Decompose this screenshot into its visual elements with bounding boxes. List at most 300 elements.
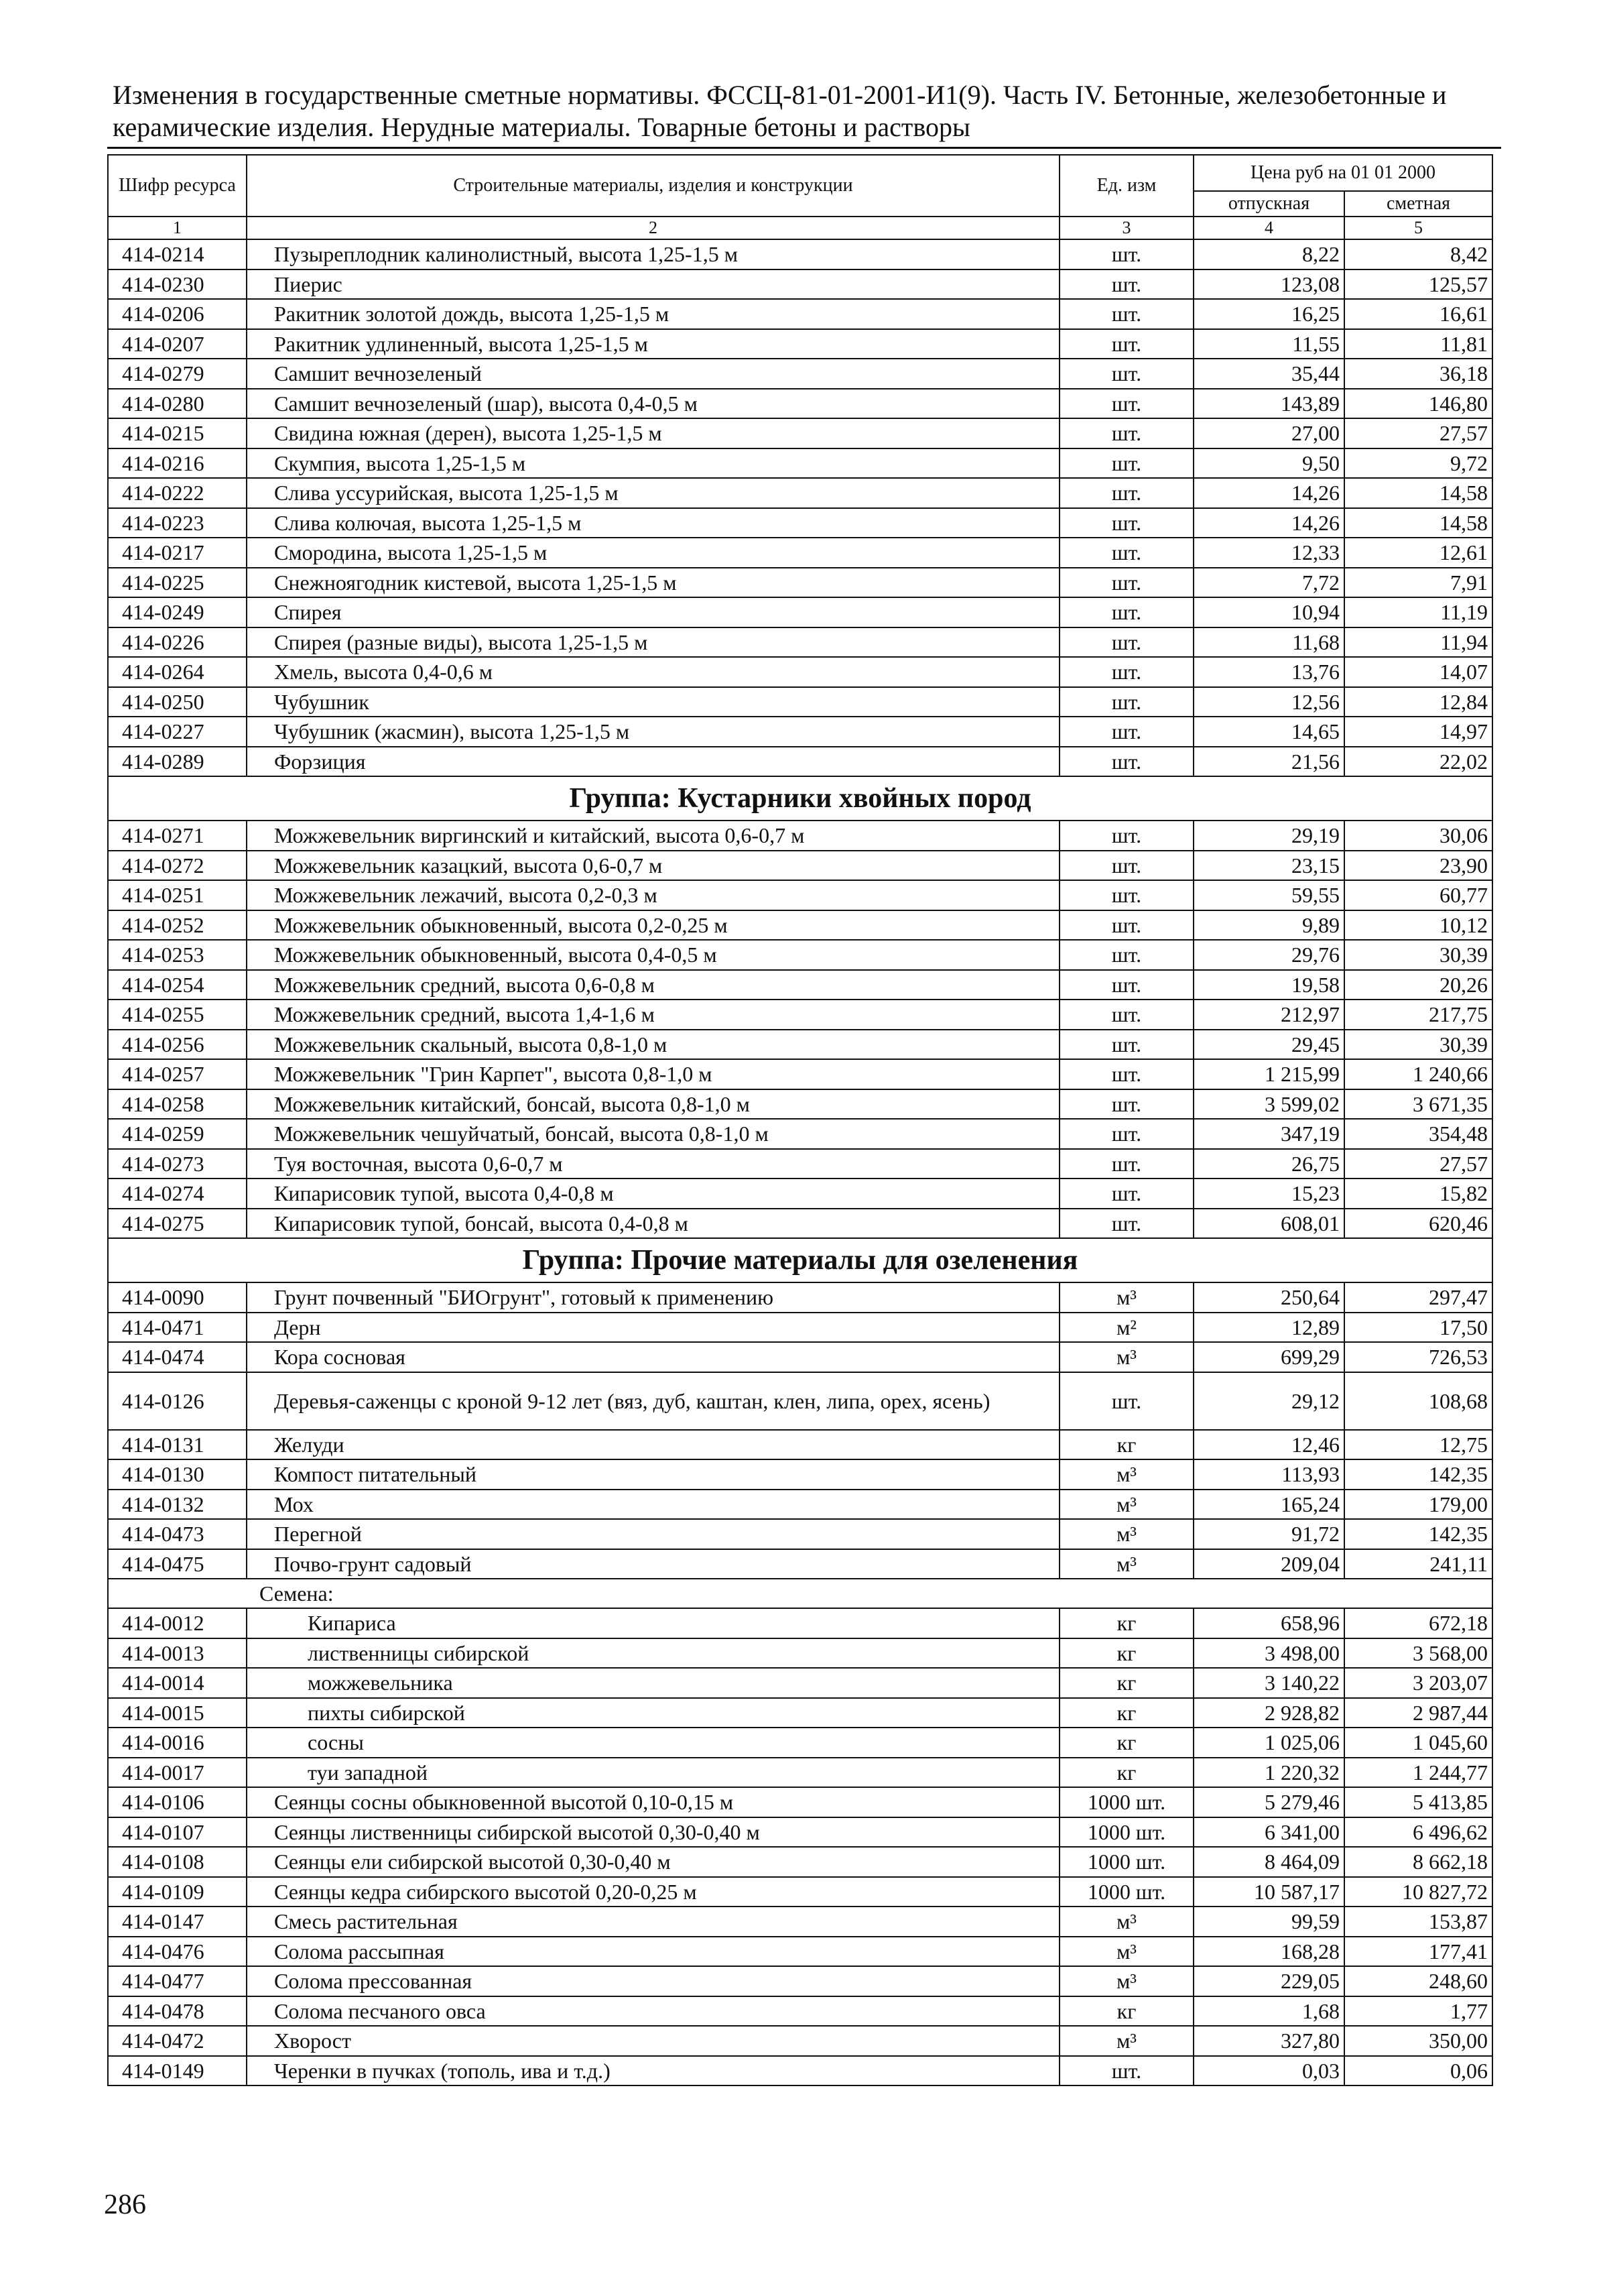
estimate-price: 179,00	[1344, 1490, 1492, 1520]
col-number: 5	[1344, 217, 1492, 239]
unit-of-measure: шт.	[1060, 717, 1194, 747]
unit-of-measure: шт.	[1060, 568, 1194, 598]
material-name: Можжевельник средний, высота 1,4-1,6 м	[247, 1000, 1060, 1030]
wholesale-price: 8,22	[1194, 239, 1344, 269]
resource-code: 414-0013	[108, 1638, 247, 1669]
wholesale-price: 5 279,46	[1194, 1787, 1344, 1817]
unit-of-measure: 1000 шт.	[1060, 1847, 1194, 1877]
resource-code: 414-0226	[108, 627, 247, 658]
resource-code: 414-0471	[108, 1313, 247, 1343]
wholesale-price: 3 140,22	[1194, 1668, 1344, 1698]
unit-of-measure: шт.	[1060, 538, 1194, 568]
resource-code: 414-0257	[108, 1059, 247, 1089]
unit-of-measure: шт.	[1060, 940, 1194, 970]
estimate-price: 11,19	[1344, 597, 1492, 627]
estimate-price: 354,48	[1344, 1119, 1492, 1149]
col-header-wholesale: отпускная	[1194, 191, 1344, 217]
table-row	[108, 851, 1492, 881]
subheading: Семена:	[108, 1579, 1492, 1608]
material-name: Слива колючая, высота 1,25-1,5 м	[247, 508, 1060, 538]
resource-code: 414-0206	[108, 299, 247, 329]
wholesale-price: 1 215,99	[1194, 1059, 1344, 1089]
wholesale-price: 14,26	[1194, 508, 1344, 538]
material-name: Сеянцы лиственницы сибирской высотой 0,30-0,40 м	[247, 1817, 1060, 1848]
unit-of-measure: кг	[1060, 1728, 1194, 1758]
table-row	[108, 359, 1492, 389]
resource-code: 414-0254	[108, 970, 247, 1000]
table-row	[108, 448, 1492, 479]
resource-code: 414-0012	[108, 1608, 247, 1638]
estimate-price: 248,60	[1344, 1966, 1492, 1996]
table-row	[108, 1847, 1492, 1877]
unit-of-measure: шт.	[1060, 657, 1194, 687]
wholesale-price: 10 587,17	[1194, 1877, 1344, 1907]
estimate-price: 11,81	[1344, 329, 1492, 359]
wholesale-price: 12,89	[1194, 1313, 1344, 1343]
material-name: Солома прессованная	[247, 1966, 1060, 1996]
group-heading-row	[108, 776, 1492, 821]
estimate-price: 11,94	[1344, 627, 1492, 658]
unit-of-measure: м³	[1060, 1490, 1194, 1520]
wholesale-price: 12,46	[1194, 1430, 1344, 1460]
wholesale-price: 3 599,02	[1194, 1089, 1344, 1120]
material-name: Перегной	[247, 1519, 1060, 1549]
table-row	[108, 687, 1492, 717]
wholesale-price: 6 341,00	[1194, 1817, 1344, 1848]
resource-code: 414-0225	[108, 568, 247, 598]
estimate-price: 3 568,00	[1344, 1638, 1492, 1669]
table-row	[108, 2026, 1492, 2056]
table-row	[108, 1149, 1492, 1179]
table-row	[108, 1030, 1492, 1060]
wholesale-price: 327,80	[1194, 2026, 1344, 2056]
table-row	[108, 269, 1492, 300]
material-name: Кипариса	[247, 1608, 1060, 1638]
estimate-price: 3 203,07	[1344, 1668, 1492, 1698]
header-line-2: керамические изделия. Нерудные материалы. Товарные бетоны и растворы	[113, 112, 970, 142]
unit-of-measure: кг	[1060, 1608, 1194, 1638]
unit-of-measure: кг	[1060, 1668, 1194, 1698]
table-row	[108, 418, 1492, 448]
material-name: Кора сосновая	[247, 1342, 1060, 1372]
estimate-price: 0,06	[1344, 2056, 1492, 2086]
estimate-price: 17,50	[1344, 1313, 1492, 1343]
resource-code: 414-0252	[108, 910, 247, 941]
table-row	[108, 1668, 1492, 1698]
material-name: Чубушник	[247, 687, 1060, 717]
table-row	[108, 1877, 1492, 1907]
estimate-price: 12,75	[1344, 1430, 1492, 1460]
resource-code: 414-0109	[108, 1877, 247, 1907]
wholesale-price: 11,55	[1194, 329, 1344, 359]
table-row	[108, 1937, 1492, 1967]
material-name: Кипарисовик тупой, высота 0,4-0,8 м	[247, 1179, 1060, 1209]
unit-of-measure: кг	[1060, 1758, 1194, 1788]
resource-code: 414-0256	[108, 1030, 247, 1060]
resource-code: 414-0271	[108, 821, 247, 851]
table-row	[108, 239, 1492, 269]
table-row	[108, 1996, 1492, 2027]
table-row	[108, 880, 1492, 910]
wholesale-price: 27,00	[1194, 418, 1344, 448]
estimate-price: 30,39	[1344, 1030, 1492, 1060]
unit-of-measure: шт.	[1060, 508, 1194, 538]
material-name: пихты сибирской	[247, 1698, 1060, 1728]
resource-code: 414-0274	[108, 1179, 247, 1209]
estimate-price: 10,12	[1344, 910, 1492, 941]
table-row	[108, 1209, 1492, 1239]
unit-of-measure: кг	[1060, 1638, 1194, 1669]
estimate-price: 22,02	[1344, 747, 1492, 777]
resource-code: 414-0475	[108, 1549, 247, 1579]
wholesale-price: 608,01	[1194, 1209, 1344, 1239]
estimate-price: 146,80	[1344, 389, 1492, 419]
wholesale-price: 12,56	[1194, 687, 1344, 717]
header-rule	[107, 147, 1501, 149]
unit-of-measure: шт.	[1060, 239, 1194, 269]
wholesale-price: 212,97	[1194, 1000, 1344, 1030]
unit-of-measure: шт.	[1060, 1372, 1194, 1430]
col-header-code: Шифр ресурса	[108, 155, 247, 217]
unit-of-measure: 1000 шт.	[1060, 1877, 1194, 1907]
wholesale-price: 10,94	[1194, 597, 1344, 627]
estimate-price: 5 413,85	[1344, 1787, 1492, 1817]
table-row	[108, 538, 1492, 568]
unit-of-measure: шт.	[1060, 2056, 1194, 2086]
unit-of-measure: шт.	[1060, 1209, 1194, 1239]
material-name: Грунт почвенный "БИОгрунт", готовый к применению	[247, 1282, 1060, 1313]
wholesale-price: 91,72	[1194, 1519, 1344, 1549]
unit-of-measure: шт.	[1060, 1059, 1194, 1089]
unit-of-measure: м³	[1060, 1519, 1194, 1549]
material-name: Желуди	[247, 1430, 1060, 1460]
estimate-price: 14,58	[1344, 478, 1492, 508]
table-row	[108, 1430, 1492, 1460]
page-number: 286	[104, 2189, 146, 2220]
unit-of-measure: шт.	[1060, 359, 1194, 389]
estimate-price: 20,26	[1344, 970, 1492, 1000]
table-row	[108, 1638, 1492, 1669]
estimate-price: 6 496,62	[1344, 1817, 1492, 1848]
resource-code: 414-0264	[108, 657, 247, 687]
table-header	[108, 155, 1492, 239]
estimate-price: 14,07	[1344, 657, 1492, 687]
table-row	[108, 1787, 1492, 1817]
estimate-price: 125,57	[1344, 269, 1492, 300]
resource-code: 414-0259	[108, 1119, 247, 1149]
table-row	[108, 970, 1492, 1000]
table-row	[108, 1519, 1492, 1549]
unit-of-measure: кг	[1060, 1698, 1194, 1728]
wholesale-price: 29,76	[1194, 940, 1344, 970]
unit-of-measure: м²	[1060, 1313, 1194, 1343]
material-name: Солома песчаного овса	[247, 1996, 1060, 2027]
table-row	[108, 657, 1492, 687]
estimate-price: 726,53	[1344, 1342, 1492, 1372]
resource-code: 414-0147	[108, 1907, 247, 1937]
wholesale-price: 99,59	[1194, 1907, 1344, 1937]
material-name: Деревья-саженцы с кроной 9-12 лет (вяз, дуб, каштан, клен, липа, орех, ясень)	[247, 1372, 1060, 1430]
resource-code: 414-0217	[108, 538, 247, 568]
resource-code: 414-0230	[108, 269, 247, 300]
unit-of-measure: шт.	[1060, 1030, 1194, 1060]
resource-code: 414-0251	[108, 880, 247, 910]
estimate-price: 36,18	[1344, 359, 1492, 389]
resource-code: 414-0476	[108, 1937, 247, 1967]
table-row	[108, 1698, 1492, 1728]
material-name: Спирея	[247, 597, 1060, 627]
resource-code: 414-0250	[108, 687, 247, 717]
wholesale-price: 9,50	[1194, 448, 1344, 479]
estimate-price: 12,84	[1344, 687, 1492, 717]
table-row	[108, 1059, 1492, 1089]
wholesale-price: 250,64	[1194, 1282, 1344, 1313]
material-name: Самшит вечнозеленый	[247, 359, 1060, 389]
col-number: 1	[108, 217, 247, 239]
estimate-price: 142,35	[1344, 1519, 1492, 1549]
table-row	[108, 1372, 1492, 1430]
resource-code: 414-0014	[108, 1668, 247, 1698]
material-name: Солома рассыпная	[247, 1937, 1060, 1967]
estimate-price: 3 671,35	[1344, 1089, 1492, 1120]
resource-code: 414-0253	[108, 940, 247, 970]
resource-code: 414-0215	[108, 418, 247, 448]
estimate-price: 15,82	[1344, 1179, 1492, 1209]
col-number: 2	[247, 217, 1060, 239]
unit-of-measure: шт.	[1060, 910, 1194, 941]
wholesale-price: 113,93	[1194, 1459, 1344, 1490]
wholesale-price: 3 498,00	[1194, 1638, 1344, 1669]
material-name: можжевельника	[247, 1668, 1060, 1698]
table-row	[108, 1000, 1492, 1030]
unit-of-measure: шт.	[1060, 1149, 1194, 1179]
material-name: Хмель, высота 0,4-0,6 м	[247, 657, 1060, 687]
resource-code: 414-0108	[108, 1847, 247, 1877]
material-name: Спирея (разные виды), высота 1,25-1,5 м	[247, 627, 1060, 658]
resource-code: 414-0275	[108, 1209, 247, 1239]
estimate-price: 153,87	[1344, 1907, 1492, 1937]
resource-code: 414-0107	[108, 1817, 247, 1848]
estimate-price: 1 244,77	[1344, 1758, 1492, 1788]
estimate-price: 217,75	[1344, 1000, 1492, 1030]
group-heading-row	[108, 1238, 1492, 1282]
estimate-price: 10 827,72	[1344, 1877, 1492, 1907]
resource-code: 414-0131	[108, 1430, 247, 1460]
estimate-price: 23,90	[1344, 851, 1492, 881]
material-name: Можжевельник лежачий, высота 0,2-0,3 м	[247, 880, 1060, 910]
resource-code: 414-0149	[108, 2056, 247, 2086]
wholesale-price: 143,89	[1194, 389, 1344, 419]
material-name: Туя восточная, высота 0,6-0,7 м	[247, 1149, 1060, 1179]
unit-of-measure: шт.	[1060, 1119, 1194, 1149]
unit-of-measure: шт.	[1060, 627, 1194, 658]
resource-code: 414-0477	[108, 1966, 247, 1996]
wholesale-price: 658,96	[1194, 1608, 1344, 1638]
material-name: Свидина южная (дерен), высота 1,25-1,5 м	[247, 418, 1060, 448]
material-name: Сеянцы ели сибирской высотой 0,30-0,40 м	[247, 1847, 1060, 1877]
material-name: Можжевельник "Грин Карпет", высота 0,8-1,0 м	[247, 1059, 1060, 1089]
estimate-price: 241,11	[1344, 1549, 1492, 1579]
resource-code: 414-0222	[108, 478, 247, 508]
unit-of-measure: шт.	[1060, 448, 1194, 479]
col-header-name: Строительные материалы, изделия и конструкции	[247, 155, 1060, 217]
unit-of-measure: шт.	[1060, 1089, 1194, 1120]
estimate-price: 8,42	[1344, 239, 1492, 269]
unit-of-measure: шт.	[1060, 418, 1194, 448]
material-name: Хворост	[247, 2026, 1060, 2056]
wholesale-price: 209,04	[1194, 1549, 1344, 1579]
material-name: Можжевельник скальный, высота 0,8-1,0 м	[247, 1030, 1060, 1060]
material-name: Можжевельник чешуйчатый, бонсай, высота 0,8-1,0 м	[247, 1119, 1060, 1149]
resource-code: 414-0126	[108, 1372, 247, 1430]
material-name: Кипарисовик тупой, бонсай, высота 0,4-0,8 м	[247, 1209, 1060, 1239]
material-name: сосны	[247, 1728, 1060, 1758]
unit-of-measure: шт.	[1060, 597, 1194, 627]
material-name: Дерн	[247, 1313, 1060, 1343]
wholesale-price: 229,05	[1194, 1966, 1344, 1996]
material-name: Можжевельник виргинский и китайский, высота 0,6-0,7 м	[247, 821, 1060, 851]
table-row	[108, 1342, 1492, 1372]
resource-code: 414-0249	[108, 597, 247, 627]
wholesale-price: 0,03	[1194, 2056, 1344, 2086]
table-row	[108, 1119, 1492, 1149]
resource-code: 414-0090	[108, 1282, 247, 1313]
unit-of-measure: м³	[1060, 1549, 1194, 1579]
unit-of-measure: шт.	[1060, 478, 1194, 508]
estimate-price: 672,18	[1344, 1608, 1492, 1638]
unit-of-measure: м³	[1060, 1937, 1194, 1967]
table-row	[108, 329, 1492, 359]
table-row	[108, 1817, 1492, 1848]
unit-of-measure: шт.	[1060, 329, 1194, 359]
table-row	[108, 299, 1492, 329]
unit-of-measure: м³	[1060, 1907, 1194, 1937]
estimate-price: 1 240,66	[1344, 1059, 1492, 1089]
wholesale-price: 26,75	[1194, 1149, 1344, 1179]
material-name: Можжевельник китайский, бонсай, высота 0,8-1,0 м	[247, 1089, 1060, 1120]
table-row	[108, 568, 1492, 598]
unit-of-measure: шт.	[1060, 1179, 1194, 1209]
estimate-price: 142,35	[1344, 1459, 1492, 1490]
page-header	[113, 79, 1493, 143]
material-name: туи западной	[247, 1758, 1060, 1788]
wholesale-price: 14,65	[1194, 717, 1344, 747]
wholesale-price: 23,15	[1194, 851, 1344, 881]
table-row	[108, 1608, 1492, 1638]
wholesale-price: 2 928,82	[1194, 1698, 1344, 1728]
wholesale-price: 16,25	[1194, 299, 1344, 329]
estimate-price: 1 045,60	[1344, 1728, 1492, 1758]
material-name: Компост питательный	[247, 1459, 1060, 1490]
table-row	[108, 1089, 1492, 1120]
unit-of-measure: шт.	[1060, 970, 1194, 1000]
unit-of-measure: 1000 шт.	[1060, 1787, 1194, 1817]
unit-of-measure: шт.	[1060, 747, 1194, 777]
table-row	[108, 1966, 1492, 1996]
table-row	[108, 1313, 1492, 1343]
wholesale-price: 1,68	[1194, 1996, 1344, 2027]
material-name: Почво-грунт садовый	[247, 1549, 1060, 1579]
table-row	[108, 910, 1492, 941]
wholesale-price: 29,45	[1194, 1030, 1344, 1060]
table-row	[108, 1490, 1492, 1520]
material-name: Ракитник удлиненный, высота 1,25-1,5 м	[247, 329, 1060, 359]
table-row	[108, 747, 1492, 777]
material-name: Сеянцы сосны обыкновенной высотой 0,10-0,15 м	[247, 1787, 1060, 1817]
resource-code: 414-0130	[108, 1459, 247, 1490]
table-row	[108, 627, 1492, 658]
material-name: Чубушник (жасмин), высота 1,25-1,5 м	[247, 717, 1060, 747]
unit-of-measure: м³	[1060, 1459, 1194, 1490]
wholesale-price: 21,56	[1194, 747, 1344, 777]
group-heading: Группа: Кустарники хвойных пород	[108, 776, 1492, 821]
resource-code: 414-0272	[108, 851, 247, 881]
resource-code: 414-0132	[108, 1490, 247, 1520]
estimate-price: 177,41	[1344, 1937, 1492, 1967]
estimate-price: 350,00	[1344, 2026, 1492, 2056]
wholesale-price: 19,58	[1194, 970, 1344, 1000]
unit-of-measure: шт.	[1060, 851, 1194, 881]
estimate-price: 620,46	[1344, 1209, 1492, 1239]
price-table	[107, 154, 1493, 2086]
material-name: Слива уссурийская, высота 1,25-1,5 м	[247, 478, 1060, 508]
table-row	[108, 1459, 1492, 1490]
unit-of-measure: м³	[1060, 1966, 1194, 1996]
resource-code: 414-0258	[108, 1089, 247, 1120]
table-row	[108, 940, 1492, 970]
wholesale-price: 13,76	[1194, 657, 1344, 687]
table-row	[108, 508, 1492, 538]
material-name: Скумпия, высота 1,25-1,5 м	[247, 448, 1060, 479]
unit-of-measure: шт.	[1060, 687, 1194, 717]
wholesale-price: 12,33	[1194, 538, 1344, 568]
wholesale-price: 11,68	[1194, 627, 1344, 658]
material-name: Черенки в пучках (тополь, ива и т.д.)	[247, 2056, 1060, 2086]
material-name: Можжевельник обыкновенный, высота 0,4-0,5 м	[247, 940, 1060, 970]
resource-code: 414-0223	[108, 508, 247, 538]
wholesale-price: 7,72	[1194, 568, 1344, 598]
unit-of-measure: шт.	[1060, 1000, 1194, 1030]
estimate-price: 9,72	[1344, 448, 1492, 479]
wholesale-price: 35,44	[1194, 359, 1344, 389]
material-name: Самшит вечнозеленый (шар), высота 0,4-0,5 м	[247, 389, 1060, 419]
resource-code: 414-0016	[108, 1728, 247, 1758]
wholesale-price: 699,29	[1194, 1342, 1344, 1372]
table-row	[108, 1907, 1492, 1937]
wholesale-price: 1 220,32	[1194, 1758, 1344, 1788]
unit-of-measure: шт.	[1060, 389, 1194, 419]
wholesale-price: 165,24	[1194, 1490, 1344, 1520]
resource-code: 414-0473	[108, 1519, 247, 1549]
material-name: Пиерис	[247, 269, 1060, 300]
unit-of-measure: шт.	[1060, 880, 1194, 910]
material-name: Снежноягодник кистевой, высота 1,25-1,5 м	[247, 568, 1060, 598]
table-row	[108, 1179, 1492, 1209]
wholesale-price: 9,89	[1194, 910, 1344, 941]
table-row	[108, 389, 1492, 419]
resource-code: 414-0106	[108, 1787, 247, 1817]
resource-code: 414-0474	[108, 1342, 247, 1372]
estimate-price: 27,57	[1344, 1149, 1492, 1179]
table-row	[108, 717, 1492, 747]
unit-of-measure: 1000 шт.	[1060, 1817, 1194, 1848]
estimate-price: 27,57	[1344, 418, 1492, 448]
wholesale-price: 15,23	[1194, 1179, 1344, 1209]
wholesale-price: 168,28	[1194, 1937, 1344, 1967]
unit-of-measure: шт.	[1060, 821, 1194, 851]
wholesale-price: 14,26	[1194, 478, 1344, 508]
col-number: 4	[1194, 217, 1344, 239]
